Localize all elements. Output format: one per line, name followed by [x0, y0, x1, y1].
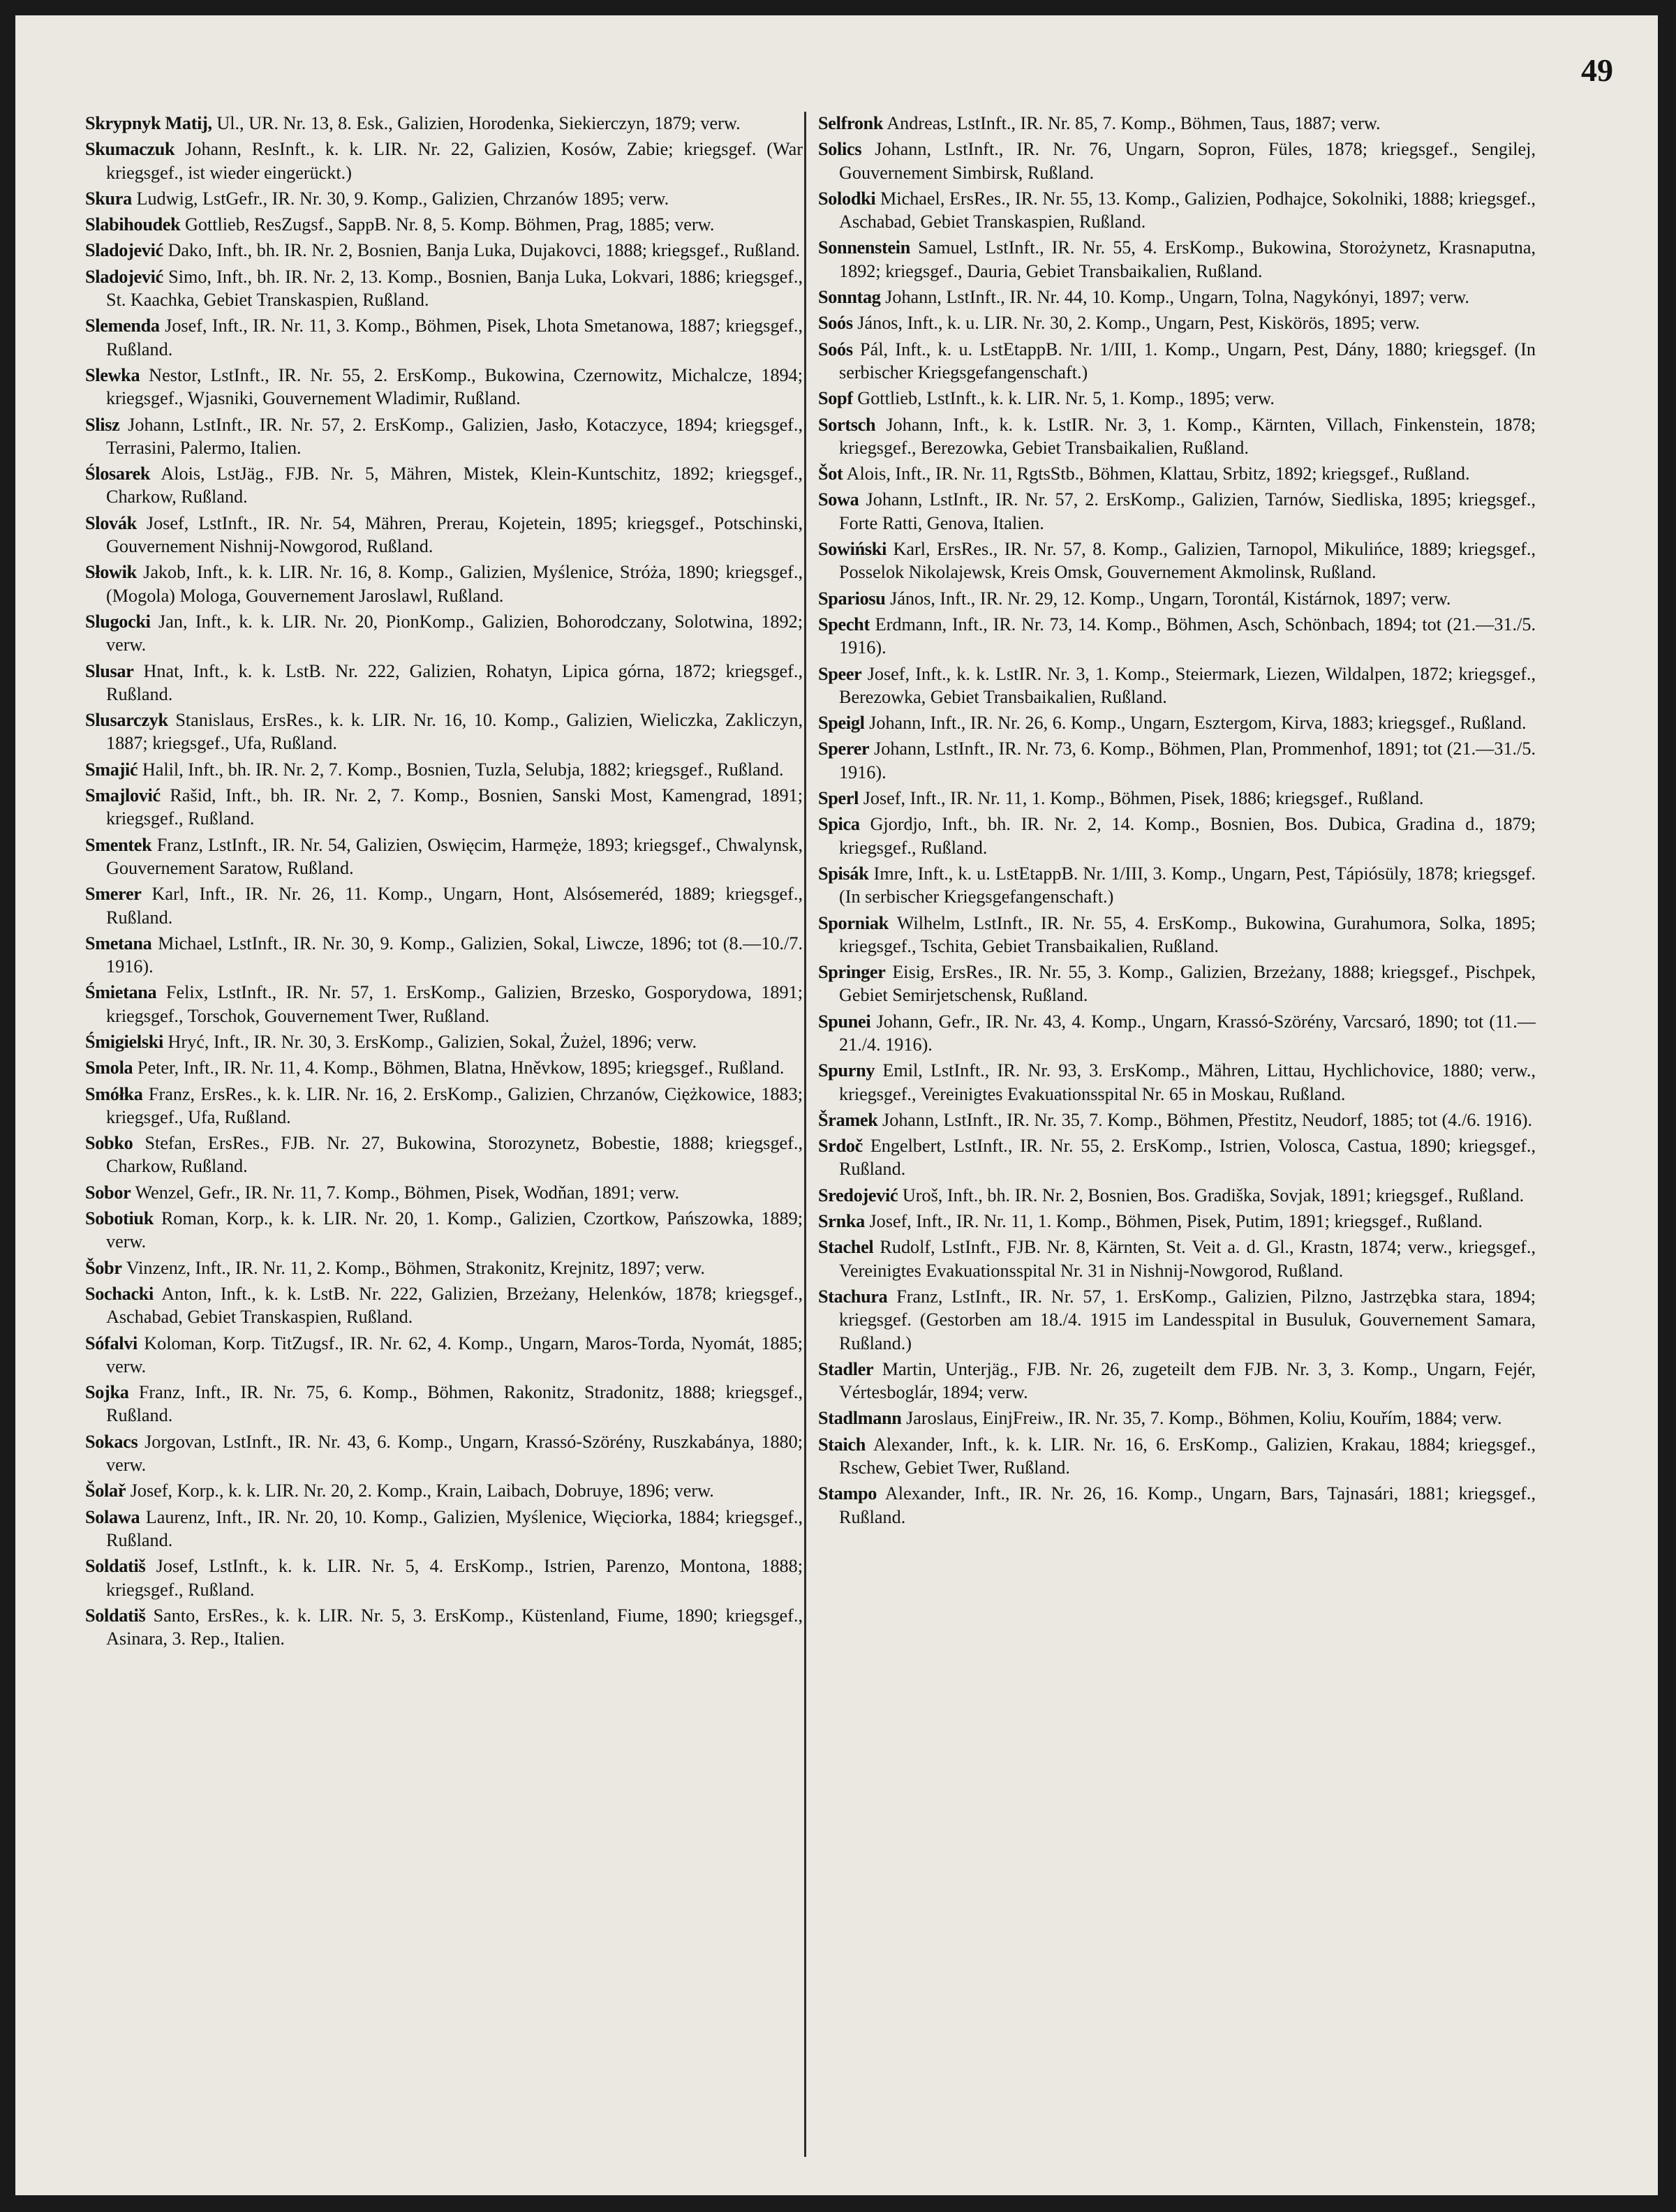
entry-surname: Speer [818, 663, 862, 684]
entry-surname: Stachel [818, 1237, 874, 1258]
entry-surname: Sperl [818, 788, 859, 809]
list-entry [85, 413, 803, 460]
list-entry [818, 1358, 1536, 1404]
entry-surname: Smajlović [85, 785, 161, 806]
entry-details: Josef, LstInft., IR. Nr. 54, Mähren, Prerau, Kojetein, 1895; kriegsgef., Potschinski, Gouvernement Nishnij-Nowgorod, Rußland. [106, 512, 803, 557]
entry-details: Rudolf, LstInft., FJB. Nr. 8, Kärnten, St. Veit a. d. Gl., Krastn, 1874; verw., kriegsgef., Vereinigtes Evakuationsspital Nr. 31 in Nishnij-Nowgorod, Rußland. [839, 1237, 1536, 1281]
entry-details: Simo, Inft., bh. IR. Nr. 2, 13. Komp., Bosnien, Banja Luka, Lokvari, 1886; kriegsgef., St. Kaachka, Gebiet Transkaspien, Rußland. [106, 266, 803, 311]
entry-details: Michael, LstInft., IR. Nr. 30, 9. Komp., Galizien, Sokal, Liwcze, 1896; tot (8.—10./7. 1916). [106, 933, 803, 977]
entry-surname: Slovák [85, 512, 137, 533]
entry-details: Alexander, Inft., k. k. LIR. Nr. 16, 6. ErsKomp., Galizien, Krakau, 1884; kriegsgef., Rschew, Gebiet Twer, Rußland. [839, 1434, 1536, 1478]
list-entry [85, 610, 803, 657]
entry-surname: Sófalvi [85, 1333, 138, 1353]
entry-details: Rašid, Inft., bh. IR. Nr. 2, 7. Komp., Bosnien, Sanski Most, Kamengrad, 1891; kriegsgef., Rußland. [106, 785, 803, 829]
entry-surname: Slewka [85, 364, 140, 385]
list-entry [818, 862, 1536, 909]
list-entry [85, 1030, 803, 1053]
entry-surname: Stachura [818, 1286, 888, 1307]
entry-details: Samuel, LstInft., IR. Nr. 55, 4. ErsKomp., Bukowina, Storożynetz, Krasnaputna, 1892; kriegsgef., Dauria, Gebiet Transbaikalien, Rußland. [839, 237, 1536, 281]
entry-details: Franz, LstInft., IR. Nr. 57, 1. ErsKomp., Galizien, Pilzno, Jastrzębka stara, 1894; kriegsgef. (Gestorben am 18./4. 1915 im Landesspital in Busuluk, Gouvernement Samara, Rußland.) [839, 1286, 1536, 1353]
entry-details: Gjordjo, Inft., bh. IR. Nr. 2, 14. Komp., Bosnien, Bos. Dubica, Gradina d., 1879; kriegsgef., Rußland. [839, 814, 1536, 858]
entry-details: Martin, Unterjäg., FJB. Nr. 26, zugeteilt dem FJB. Nr. 3, 3. Komp., Ungarn, Fejér, Vértesboglár, 1894; verw. [839, 1358, 1536, 1403]
entry-details: Wenzel, Gefr., IR. Nr. 11, 7. Komp., Böhmen, Pisek, Wodňan, 1891; verw. [135, 1182, 680, 1203]
list-entry [818, 138, 1536, 184]
list-entry [818, 711, 1536, 734]
entry-details: Franz, LstInft., IR. Nr. 54, Galizien, Oswięcim, Harmęże, 1893; kriegsgef., Chwalynsk, Gouvernement Saratow, Rußland. [106, 834, 803, 878]
entry-details: Pál, Inft., k. u. LstEtappB. Nr. 1/III, 1. Komp., Ungarn, Pest, Dány, 1880; kriegsgef. (In serbischer Kriegsgefangenschaft.) [839, 339, 1536, 383]
list-entry [818, 112, 1536, 135]
entry-surname: Skumaczuk [85, 139, 175, 160]
entry-details: Stanislaus, ErsRes., k. k. LIR. Nr. 16, 10. Komp., Galizien, Wieliczka, Zakliczyn, 1887; kriegsgef., Ufa, Rußland. [106, 710, 803, 754]
entry-details: Franz, ErsRes., k. k. LIR. Nr. 16, 2. ErsKomp., Galizien, Chrzanów, Ciężkowice, 1883; kriegsgef., Ufa, Rußland. [106, 1083, 803, 1127]
entry-surname: Sonnenstein [818, 237, 911, 258]
list-entry [818, 613, 1536, 660]
list-entry [85, 112, 803, 135]
entry-details: Ul., UR. Nr. 13, 8. Esk., Galizien, Horodenka, Siekierczyn, 1879; verw. [216, 113, 741, 133]
entry-details: Erdmann, Inft., IR. Nr. 73, 14. Komp., Böhmen, Asch, Schönbach, 1894; tot (21.—31./5. 1916). [839, 614, 1536, 658]
list-entry [818, 1285, 1536, 1355]
entry-details: Gottlieb, ResZugsf., SappB. Nr. 8, 5. Komp. Böhmen, Prag, 1885; verw. [185, 214, 715, 235]
list-entry [818, 311, 1536, 334]
entry-details: Johann, LstInft., IR. Nr. 44, 10. Komp., Ungarn, Tolna, Nagykónyi, 1897; verw. [885, 287, 1469, 308]
entry-surname: Spunei [818, 1011, 871, 1032]
entry-surname: Soós [818, 339, 853, 359]
entry-surname: Soós [818, 313, 853, 334]
entry-surname: Solodki [818, 188, 876, 209]
entry-surname: Specht [818, 614, 870, 634]
entry-details: Johann, LstInft., IR. Nr. 35, 7. Komp., Böhmen, Přestitz, Neudorf, 1885; tot (4./6. 1916). [882, 1109, 1533, 1130]
entry-details: Jorgovan, LstInft., IR. Nr. 43, 6. Komp., Ungarn, Krassó-Szörény, Ruszkabánya, 1880; verw. [106, 1431, 803, 1476]
entry-surname: Ślosarek [85, 463, 151, 484]
entry-details: Wilhelm, LstInft., IR. Nr. 55, 4. ErsKomp., Bukowina, Gurahumora, Solka, 1895; kriegsgef., Tschita, Gebiet Transbaikalien, Rußland. [839, 912, 1536, 956]
entry-surname: Šobr [85, 1257, 122, 1278]
list-entry [818, 1482, 1536, 1529]
entry-surname: Selfronk [818, 113, 884, 133]
entry-surname: Smentek [85, 834, 152, 855]
entry-surname: Sredojević [818, 1185, 898, 1205]
page-number: 49 [1581, 52, 1613, 88]
list-entry [85, 213, 803, 236]
right-column [818, 112, 1536, 2171]
list-entry [85, 138, 803, 184]
entry-surname: Slusar [85, 660, 134, 681]
entry-surname: Slisz [85, 414, 120, 435]
entry-details: Alois, Inft., IR. Nr. 11, RgtsStb., Böhmen, Klattau, Srbitz, 1892; kriegsgef., Rußland. [846, 463, 1470, 484]
list-entry [85, 1256, 803, 1279]
entry-details: János, Inft., k. u. LIR. Nr. 30, 2. Komp., Ungarn, Pest, Kiskörös, 1895; verw. [857, 313, 1420, 334]
entry-details: Josef, Inft., k. k. LstIR. Nr. 3, 1. Komp., Steiermark, Liezen, Wildalpen, 1872; kriegsgef., Berezowka, Gebiet Transbaikalien, Rußland. [839, 663, 1536, 707]
entry-surname: Sopf [818, 388, 853, 409]
entry-details: Koloman, Korp. TitZugsf., IR. Nr. 62, 4. Komp., Ungarn, Maros-Torda, Nyomát, 1885; verw. [106, 1333, 803, 1376]
list-entry [85, 1131, 803, 1178]
list-entry [85, 239, 803, 262]
entry-details: Jan, Inft., k. k. LIR. Nr. 20, PionKomp., Galizien, Bohorodczany, Solotwina, 1892; verw. [106, 611, 803, 655]
list-entry [85, 1604, 803, 1651]
list-entry [818, 1059, 1536, 1106]
entry-surname: Srnka [818, 1211, 865, 1232]
entry-surname: Sobotiuk [85, 1208, 154, 1229]
list-entry [85, 265, 803, 312]
list-entry [818, 1210, 1536, 1233]
entry-details: Santo, ErsRes., k. k. LIR. Nr. 5, 3. ErsKomp., Küstenland, Fiume, 1890; kriegsgef., Asinara, 3. Rep., Italien. [106, 1605, 803, 1649]
entry-surname: Šot [818, 463, 843, 484]
entry-surname: Sojka [85, 1382, 129, 1403]
entry-details: Josef, Inft., IR. Nr. 11, 3. Komp., Böhmen, Pisek, Lhota Smetanowa, 1887; kriegsgef., Rußland. [106, 316, 803, 359]
entry-details: Jaroslaus, EinjFreiw., IR. Nr. 35, 7. Komp., Böhmen, Koliu, Kouřím, 1884; verw. [906, 1408, 1502, 1429]
entry-surname: Sobko [85, 1133, 133, 1154]
entry-surname: Sporniak [818, 912, 889, 933]
list-entry [85, 364, 803, 410]
entry-details: Jakob, Inft., k. k. LIR. Nr. 16, 8. Komp., Galizien, Myślenice, Stróża, 1890; kriegsgef., (Mogola) Mologa, Gouvernement Jaroslawl, Rußland. [106, 562, 803, 606]
list-entry [85, 1554, 803, 1601]
list-entry [85, 1430, 803, 1477]
entry-details: Emil, LstInft., IR. Nr. 93, 3. ErsKomp., Mähren, Littau, Hychlichovice, 1880; verw., kriegsgef., Vereinigtes Evakuationsspital Nr. 65 in Moskau, Rußland. [839, 1060, 1536, 1104]
entry-surname: Smola [85, 1057, 133, 1078]
list-entry [818, 338, 1536, 385]
list-entry [85, 1282, 803, 1329]
entry-details: Josef, Inft., IR. Nr. 11, 1. Komp., Böhmen, Pisek, 1886; kriegsgef., Rußland. [863, 788, 1424, 809]
entry-details: Dako, Inft., bh. IR. Nr. 2, Bosnien, Banja Luka, Dujakovci, 1888; kriegsgef., Rußland. [168, 240, 800, 261]
entry-surname: Springer [818, 962, 886, 983]
entry-surname: Smajić [85, 759, 138, 780]
list-entry [818, 1235, 1536, 1282]
list-entry [818, 537, 1536, 584]
list-entry [818, 787, 1536, 810]
entry-details: Ludwig, LstGefr., IR. Nr. 30, 9. Komp., Galizien, Chrzanów 1895; verw. [136, 188, 669, 209]
entry-details: Karl, ErsRes., IR. Nr. 57, 8. Komp., Galizien, Tarnopol, Mikulińce, 1889; kriegsgef., Posselok Nikolajewsk, Kreis Omsk, Gouvernement Akmolinsk, Rußland. [839, 539, 1536, 583]
list-entry [818, 387, 1536, 410]
list-entry [818, 1108, 1536, 1131]
list-entry [818, 1134, 1536, 1181]
entry-details: Peter, Inft., IR. Nr. 11, 4. Komp., Böhmen, Blatna, Hněvkow, 1895; kriegsgef., Rußland. [137, 1057, 785, 1078]
entry-details: Josef, Korp., k. k. LIR. Nr. 20, 2. Komp., Krain, Laibach, Dobruye, 1896; verw. [130, 1480, 714, 1501]
entry-surname: Sowiński [818, 539, 887, 560]
list-entry [85, 512, 803, 558]
document-page [15, 15, 1658, 2195]
entry-details: Johann, Inft., k. k. LstIR. Nr. 3, 1. Komp., Kärnten, Villach, Finkenstein, 1878; kriegsgef., Berezowka, Gebiet Transbaikalien, Rußland. [839, 414, 1536, 458]
entry-details: Alois, LstJäg., FJB. Nr. 5, Mähren, Mistek, Klein-Kuntschitz, 1892; kriegsgef., Charkow, Rußland. [106, 463, 803, 507]
entry-surname: Stadler [818, 1358, 874, 1379]
list-entry [85, 1381, 803, 1427]
list-entry [85, 932, 803, 979]
entry-surname: Slabihoudek [85, 214, 181, 235]
entry-surname: Sowa [818, 489, 859, 510]
entry-details: Engelbert, LstInft., IR. Nr. 55, 2. ErsKomp., Istrien, Volosca, Castua, 1890; kriegsgef., Rußland. [839, 1136, 1536, 1180]
entry-surname: Spica [818, 814, 860, 835]
entry-surname: Sladojević [85, 266, 163, 287]
entry-details: Halil, Inft., bh. IR. Nr. 2, 7. Komp., Bosnien, Tuzla, Selubja, 1882; kriegsgef., Rußland. [142, 759, 784, 780]
entry-surname: Słowik [85, 562, 137, 583]
entry-surname: Skura [85, 188, 132, 209]
entry-details: Johann, LstInft., IR. Nr. 57, 2. ErsKomp., Galizien, Tarnów, Siedliska, 1895; kriegsgef., Forte Ratti, Genova, Italien. [839, 489, 1536, 533]
entry-details: Johann, LstInft., IR. Nr. 76, Ungarn, Sopron, Füles, 1878; kriegsgef., Sengilej, Gouvernement Simbirsk, Rußland. [839, 139, 1536, 183]
entry-details: Anton, Inft., k. k. LstB. Nr. 222, Galizien, Brzeżany, Helenków, 1878; kriegsgef., Aschabad, Gebiet Transkaspien, Rußland. [106, 1283, 803, 1328]
list-entry [85, 708, 803, 755]
list-entry [85, 1181, 803, 1204]
list-entry [818, 737, 1536, 784]
entry-surname: Smółka [85, 1083, 143, 1104]
list-entry [85, 784, 803, 831]
column-divider [804, 112, 806, 2157]
entry-surname: Spurny [818, 1060, 875, 1081]
entry-surname: Srdoč [818, 1136, 863, 1157]
entry-surname: Slusarczyk [85, 710, 168, 731]
entry-details: Johann, Gefr., IR. Nr. 43, 4. Komp., Ungarn, Krassó-Szörény, Varcsaró, 1890; tot (11.—21./4. 1916). [839, 1011, 1536, 1055]
entry-surname: Šramek [818, 1109, 878, 1130]
entry-surname: Soldatiš [85, 1556, 146, 1577]
list-entry [85, 833, 803, 880]
list-entry [85, 1083, 803, 1129]
list-entry [818, 462, 1536, 485]
left-column [85, 112, 803, 2171]
entry-details: János, Inft., IR. Nr. 29, 12. Komp., Ungarn, Torontál, Kistárnok, 1897; verw. [890, 588, 1451, 609]
list-entry [85, 1506, 803, 1552]
list-entry [818, 236, 1536, 283]
list-entry [85, 314, 803, 361]
entry-details: Alexander, Inft., IR. Nr. 26, 16. Komp., Ungarn, Bars, Tajnasári, 1881; kriegsgef., Rußland. [839, 1483, 1536, 1527]
entry-surname: Staich [818, 1434, 866, 1455]
entry-details: Josef, LstInft., k. k. LIR. Nr. 5, 4. ErsKomp., Istrien, Parenzo, Montona, 1888; kriegsgef., Rußland. [106, 1556, 803, 1600]
entry-details: Hryć, Inft., IR. Nr. 30, 3. ErsKomp., Galizien, Sokal, Żużel, 1896; verw. [168, 1031, 697, 1052]
list-entry [818, 1010, 1536, 1057]
entry-surname: Sortsch [818, 414, 876, 435]
list-entry [818, 1184, 1536, 1207]
entry-details: Imre, Inft., k. u. LstEtappB. Nr. 1/III, 3. Komp., Ungarn, Pest, Tápiósüly, 1878; kriegsgef. (In serbischer Kriegsgefangenschaft.) [839, 863, 1536, 907]
entry-surname: Smerer [85, 884, 142, 905]
entry-details: Johann, Inft., IR. Nr. 26, 6. Komp., Ungarn, Esztergom, Kirva, 1883; kriegsgef., Rußland. [869, 713, 1527, 734]
list-entry [85, 758, 803, 781]
list-entry [818, 413, 1536, 460]
list-entry [818, 912, 1536, 958]
entry-details: Laurenz, Inft., IR. Nr. 20, 10. Komp., Galizien, Myślenice, Więciorka, 1884; kriegsgef., Rußland. [106, 1506, 803, 1550]
entry-surname: Šolař [85, 1480, 126, 1501]
entry-details: Vinzenz, Inft., IR. Nr. 11, 2. Komp., Böhmen, Strakonitz, Krejnitz, 1897; verw. [126, 1257, 705, 1278]
list-entry [85, 1332, 803, 1379]
entry-surname: Spisák [818, 863, 869, 884]
list-entry [818, 187, 1536, 234]
entry-surname: Slugocki [85, 611, 151, 632]
entry-surname: Sladojević [85, 240, 163, 261]
list-entry [85, 660, 803, 706]
entry-surname: Slemenda [85, 316, 160, 336]
list-entry [85, 882, 803, 929]
list-entry [85, 462, 803, 509]
entry-surname: Spariosu [818, 588, 886, 609]
entry-details: Hnat, Inft., k. k. LstB. Nr. 222, Galizien, Rohatyn, Lipica górna, 1872; kriegsgef., Rußland. [106, 660, 803, 704]
list-entry [85, 1207, 803, 1254]
list-entry [818, 1433, 1536, 1480]
list-entry [818, 662, 1536, 709]
entry-surname: Sobor [85, 1182, 131, 1203]
entry-details: Felix, LstInft., IR. Nr. 57, 1. ErsKomp., Galizien, Brzesko, Gosporydowa, 1891; kriegsgef., Torschok, Gouvernement Twer, Rußland. [106, 982, 803, 1026]
entry-details: Andreas, LstInft., IR. Nr. 85, 7. Komp., Böhmen, Taus, 1887; verw. [887, 113, 1381, 133]
entry-details: Gottlieb, LstInft., k. k. LIR. Nr. 5, 1. Komp., 1895; verw. [857, 388, 1275, 409]
entry-details: Michael, ErsRes., IR. Nr. 55, 13. Komp., Galizien, Podhajce, Sokolniki, 1888; kriegsgef., Aschabad, Gebiet Transkaspien, Rußland. [839, 188, 1536, 232]
entry-details: Josef, Inft., IR. Nr. 11, 1. Komp., Böhmen, Pisek, Putim, 1891; kriegsgef., Rußland. [869, 1211, 1483, 1232]
entry-surname: Solics [818, 139, 862, 160]
entry-surname: Soldatiš [85, 1605, 146, 1626]
entry-details: Franz, Inft., IR. Nr. 75, 6. Komp., Böhmen, Rakonitz, Stradonitz, 1888; kriegsgef., Rußland. [106, 1382, 803, 1426]
entry-details: Uroš, Inft., bh. IR. Nr. 2, Bosnien, Bos. Gradiška, Sovjak, 1891; kriegsgef., Rußland. [902, 1185, 1525, 1205]
entry-surname: Sperer [818, 738, 870, 759]
entry-surname: Sokacs [85, 1431, 138, 1452]
entry-surname: Sonntag [818, 287, 881, 308]
entry-details: Roman, Korp., k. k. LIR. Nr. 20, 1. Komp., Galizien, Czortkow, Pańszowka, 1889; verw. [106, 1208, 803, 1252]
entry-surname: Śmigielski [85, 1031, 163, 1052]
list-entry [818, 960, 1536, 1007]
entry-surname: Stadlmann [818, 1408, 902, 1429]
entry-details: Stefan, ErsRes., FJB. Nr. 27, Bukowina, Storozynetz, Bobestie, 1888; kriegsgef., Charkow, Rußland. [106, 1133, 803, 1177]
list-entry [85, 1056, 803, 1079]
entry-surname: Smetana [85, 933, 152, 953]
entry-surname: Stampo [818, 1483, 877, 1504]
entry-surname: Solawa [85, 1506, 140, 1527]
list-entry [818, 1406, 1536, 1430]
list-entry [818, 285, 1536, 309]
entry-surname: Sochacki [85, 1283, 154, 1304]
list-entry [818, 587, 1536, 610]
entry-details: Karl, Inft., IR. Nr. 26, 11. Komp., Ungarn, Hont, Alsósemeréd, 1889; kriegsgef., Rußland. [106, 884, 803, 928]
entry-surname: Śmietana [85, 982, 157, 1003]
entry-details: Johann, ResInft., k. k. LIR. Nr. 22, Galizien, Kosów, Zabie; kriegsgef. (War kriegsgef., ist wieder eingerückt.) [106, 139, 803, 183]
list-entry [85, 1479, 803, 1502]
list-entry [85, 187, 803, 210]
entry-details: Eisig, ErsRes., IR. Nr. 55, 3. Komp., Galizien, Brzeżany, 1888; kriegsgef., Pischpek, Gebiet Semirjetschensk, Rußland. [839, 962, 1536, 1006]
entry-details: Johann, LstInft., IR. Nr. 57, 2. ErsKomp., Galizien, Jasło, Kotaczyce, 1894; kriegsgef., Terrasini, Palermo, Italien. [106, 414, 803, 458]
list-entry [818, 812, 1536, 859]
entry-details: Johann, LstInft., IR. Nr. 73, 6. Komp., Böhmen, Plan, Prommenhof, 1891; tot (21.—31./5. 1916). [839, 738, 1536, 782]
list-entry [85, 561, 803, 607]
entry-details: Nestor, LstInft., IR. Nr. 55, 2. ErsKomp., Bukowina, Czernowitz, Michalcze, 1894; kriegsgef., Wjasniki, Gouvernement Wladimir, Rußland. [106, 364, 803, 409]
entry-surname: Speigl [818, 713, 865, 734]
list-entry [818, 488, 1536, 535]
list-entry [85, 981, 803, 1027]
entry-surname: Skrypnyk Matij, [85, 113, 212, 133]
